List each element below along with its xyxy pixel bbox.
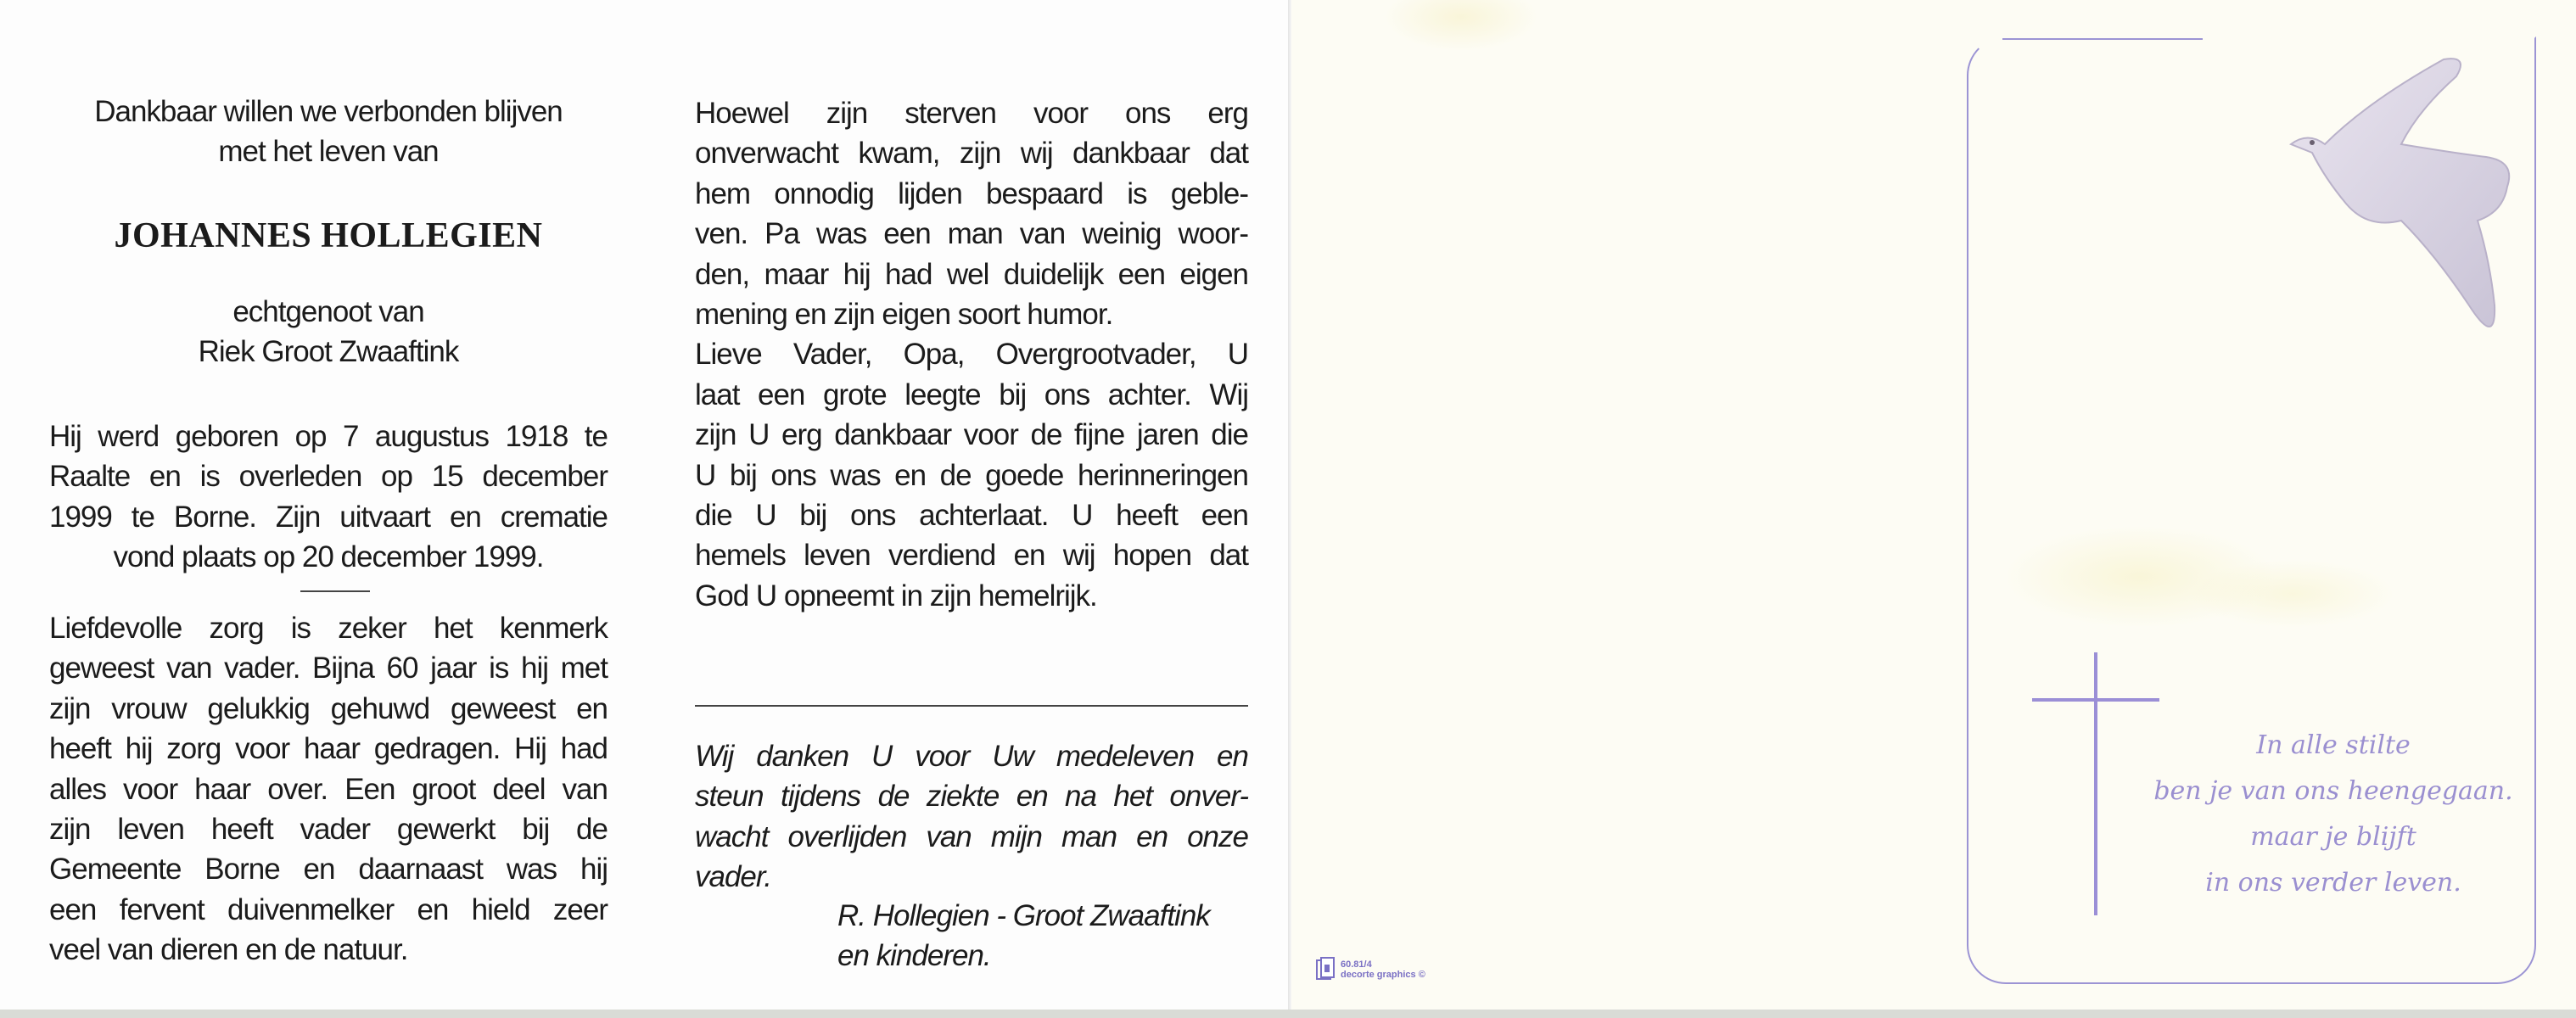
scan-edge (0, 1010, 2576, 1018)
tribute-line: zijn vrouw gelukkig gehuwd geweest en (49, 691, 608, 725)
tribute-line: Liefdevolle zorg is zeker het kenmerk (49, 612, 608, 645)
text-line: U bij ons was en de goede herinneringen (695, 458, 1248, 492)
tribute-line: geweest van vader. Bijna 60 jaar is hij met (49, 652, 608, 685)
tribute-line: zijn leven heeft vader gewerkt bij de (49, 813, 608, 847)
deceased-name: JOHANNES HOLLEGIEN (114, 216, 543, 255)
bio-line: Raalte en is overleden op 15 december (49, 460, 608, 494)
thanks-line: Wij danken U voor Uw medeleven en (695, 740, 1248, 773)
cover-verse (2138, 723, 2528, 906)
verse-line: ben je van ons heengegaan. (2153, 776, 2513, 806)
text-line: hemels leven verdiend en wij hopen dat (695, 539, 1248, 573)
signature-line: R. Hollegien - Groot Zwaaftink (837, 899, 1210, 932)
bio-line: 1999 te Borne. Zijn uitvaart en crematie (49, 500, 608, 534)
card-logo-icon (1315, 957, 1336, 982)
publisher-name: decorte graphics © (1341, 970, 1425, 980)
text-line: zijn U erg dankbaar voor de fijne jaren die (695, 418, 1248, 452)
spouse-line: echtgenoot van (232, 295, 424, 328)
dove-icon (2274, 51, 2528, 356)
text-line: hem onnodig lijden bespaard is geble- (695, 176, 1248, 210)
text-line: Lieve Vader, Opa, Overgrootvader, U (695, 338, 1248, 372)
intro-line: Dankbaar willen we verbonden blijven (94, 95, 563, 128)
verse-line: maar je blijft (2250, 822, 2416, 852)
bio-paragraph (49, 417, 608, 578)
tribute-line: heeft hij zorg voor haar gedragen. Hij had (49, 732, 608, 766)
publisher-code: 60.81/4 (1341, 959, 1372, 970)
text-line: mening en zijn eigen soort humor. (695, 298, 1113, 332)
verse-line: in ons verder leven. (2205, 868, 2461, 898)
intro-line: met het leven van (218, 135, 439, 169)
tribute-line: Gemeente Borne en daarnaast was hij (49, 853, 608, 887)
thanks-line: vader. (695, 860, 771, 894)
bio-line: vond plaats op 20 december 1999. (113, 540, 544, 574)
remembrance-paragraph (695, 93, 1248, 616)
text-line: Hoewel zijn sterven voor ons erg (695, 97, 1248, 130)
text-line: die U bij ons achterlaat. U heeft een (695, 499, 1248, 533)
tribute-line: veel van dieren en de natuur. (49, 933, 408, 967)
text-line: onverwacht kwam, zijn wij dankbaar dat (695, 137, 1248, 171)
spouse-line: Riek Groot Zwaaftink (198, 335, 459, 369)
text-line: laat een grote leegte bij ons achter. Wij (695, 378, 1248, 411)
publisher-mark (1315, 957, 1425, 982)
cross-icon-bar (2032, 698, 2159, 702)
tribute-line: alles voor haar over. Een groot deel van (49, 772, 608, 806)
text-line: ven. Pa was een man van weinig woor- (695, 217, 1248, 251)
intro-text (49, 92, 608, 172)
cover-frame-top (2002, 38, 2203, 40)
tribute-paragraph (49, 608, 608, 970)
signature-line: en kinderen. (837, 939, 991, 973)
spouse-text (49, 292, 608, 372)
thanks-line: steun tijdens de ziekte en na het onver- (695, 780, 1248, 814)
cross-icon (2094, 652, 2097, 915)
bio-line: Hij werd geboren op 7 augustus 1918 te (49, 420, 608, 453)
card-fold (1288, 0, 1291, 1018)
verse-line: In alle stilte (2256, 730, 2411, 760)
tribute-line: een fervent duivenmelker en hield zeer (49, 892, 608, 926)
thanks-paragraph (695, 736, 1248, 898)
divider (300, 590, 370, 592)
signature (837, 896, 1262, 976)
text-line: den, maar hij had wel duidelijk een eigen (695, 257, 1248, 291)
text-line: God U opneemt in zijn hemelrijk. (695, 579, 1097, 612)
thanks-line: wacht overlijden van mijn man en onze (695, 819, 1248, 853)
divider (695, 705, 1248, 707)
